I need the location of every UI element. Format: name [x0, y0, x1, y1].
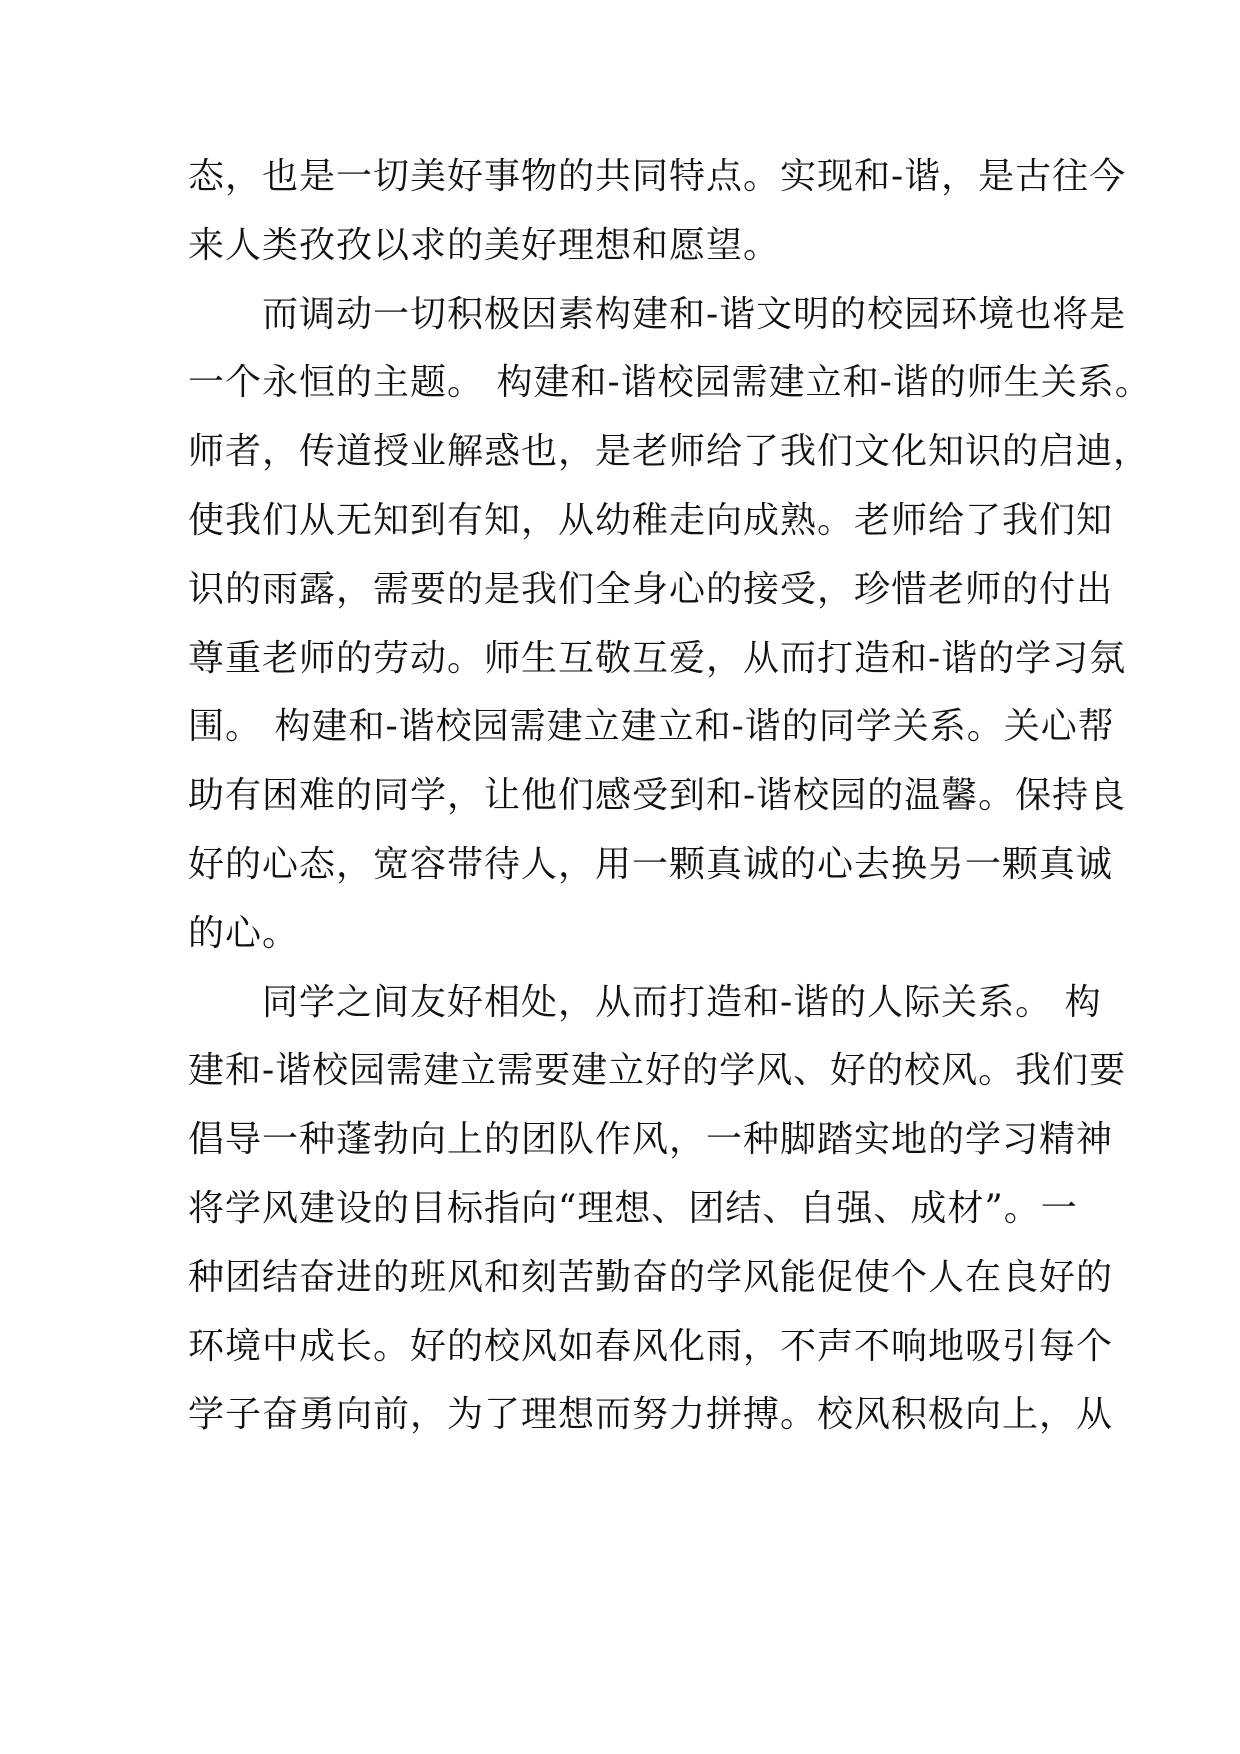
text-line: 而调动一切积极因素构建和-谐文明的校园环境也将是 — [188, 294, 1127, 335]
text-line: 将学风建设的目标指向“理想、团结、自强、成材”。一 — [188, 1188, 1078, 1229]
text-line: 围。 构建和-谐校园需建立建立和-谐的同学关系。关心帮 — [188, 706, 1115, 747]
text-line: 师者，传道授业解惑也，是老师给了我们文化知识的启迪， — [188, 431, 1151, 472]
text-line: 建和-谐校园需建立需要建立好的学风、好的校风。我们要 — [188, 1050, 1127, 1091]
text-line: 倡导一种蓬勃向上的团队作风，一种脚踏实地的学习精神 — [188, 1119, 1114, 1160]
text-line: 一个永恒的主题。 构建和-谐校园需建立和-谐的师生关系。 — [188, 362, 1152, 403]
text-line: 学子奋勇向前，为了理想而努力拼搏。校风积极向上，从 — [188, 1394, 1114, 1435]
text-line: 同学之间友好相处，从而打造和-谐的人际关系。 构 — [188, 982, 1102, 1023]
text-line: 助有困难的同学，让他们感受到和-谐校园的温馨。保持良 — [188, 775, 1127, 816]
text-line: 态，也是一切美好事物的共同特点。实现和-谐，是古往今 — [188, 156, 1127, 197]
text-line: 环境中成长。好的校风如春风化雨，不声不响地吸引每个 — [188, 1326, 1114, 1367]
text-line: 识的雨露，需要的是我们全身心的接受，珍惜老师的付出 — [188, 569, 1114, 610]
text-line: 好的心态，宽容带待人，用一颗真诚的心去换另一颗真诚 — [188, 844, 1114, 885]
text-line: 种团结奋进的班风和刻苦勤奋的学风能促使个人在良好的 — [188, 1257, 1114, 1298]
text-line: 来人类孜孜以求的美好理想和愿望。 — [188, 225, 781, 266]
text-line: 的心。 — [188, 913, 300, 954]
text-line: 尊重老师的劳动。师生互敬互爱，从而打造和-谐的学习氛 — [188, 638, 1127, 679]
text-line: 使我们从无知到有知，从幼稚走向成熟。老师给了我们知 — [188, 500, 1114, 541]
